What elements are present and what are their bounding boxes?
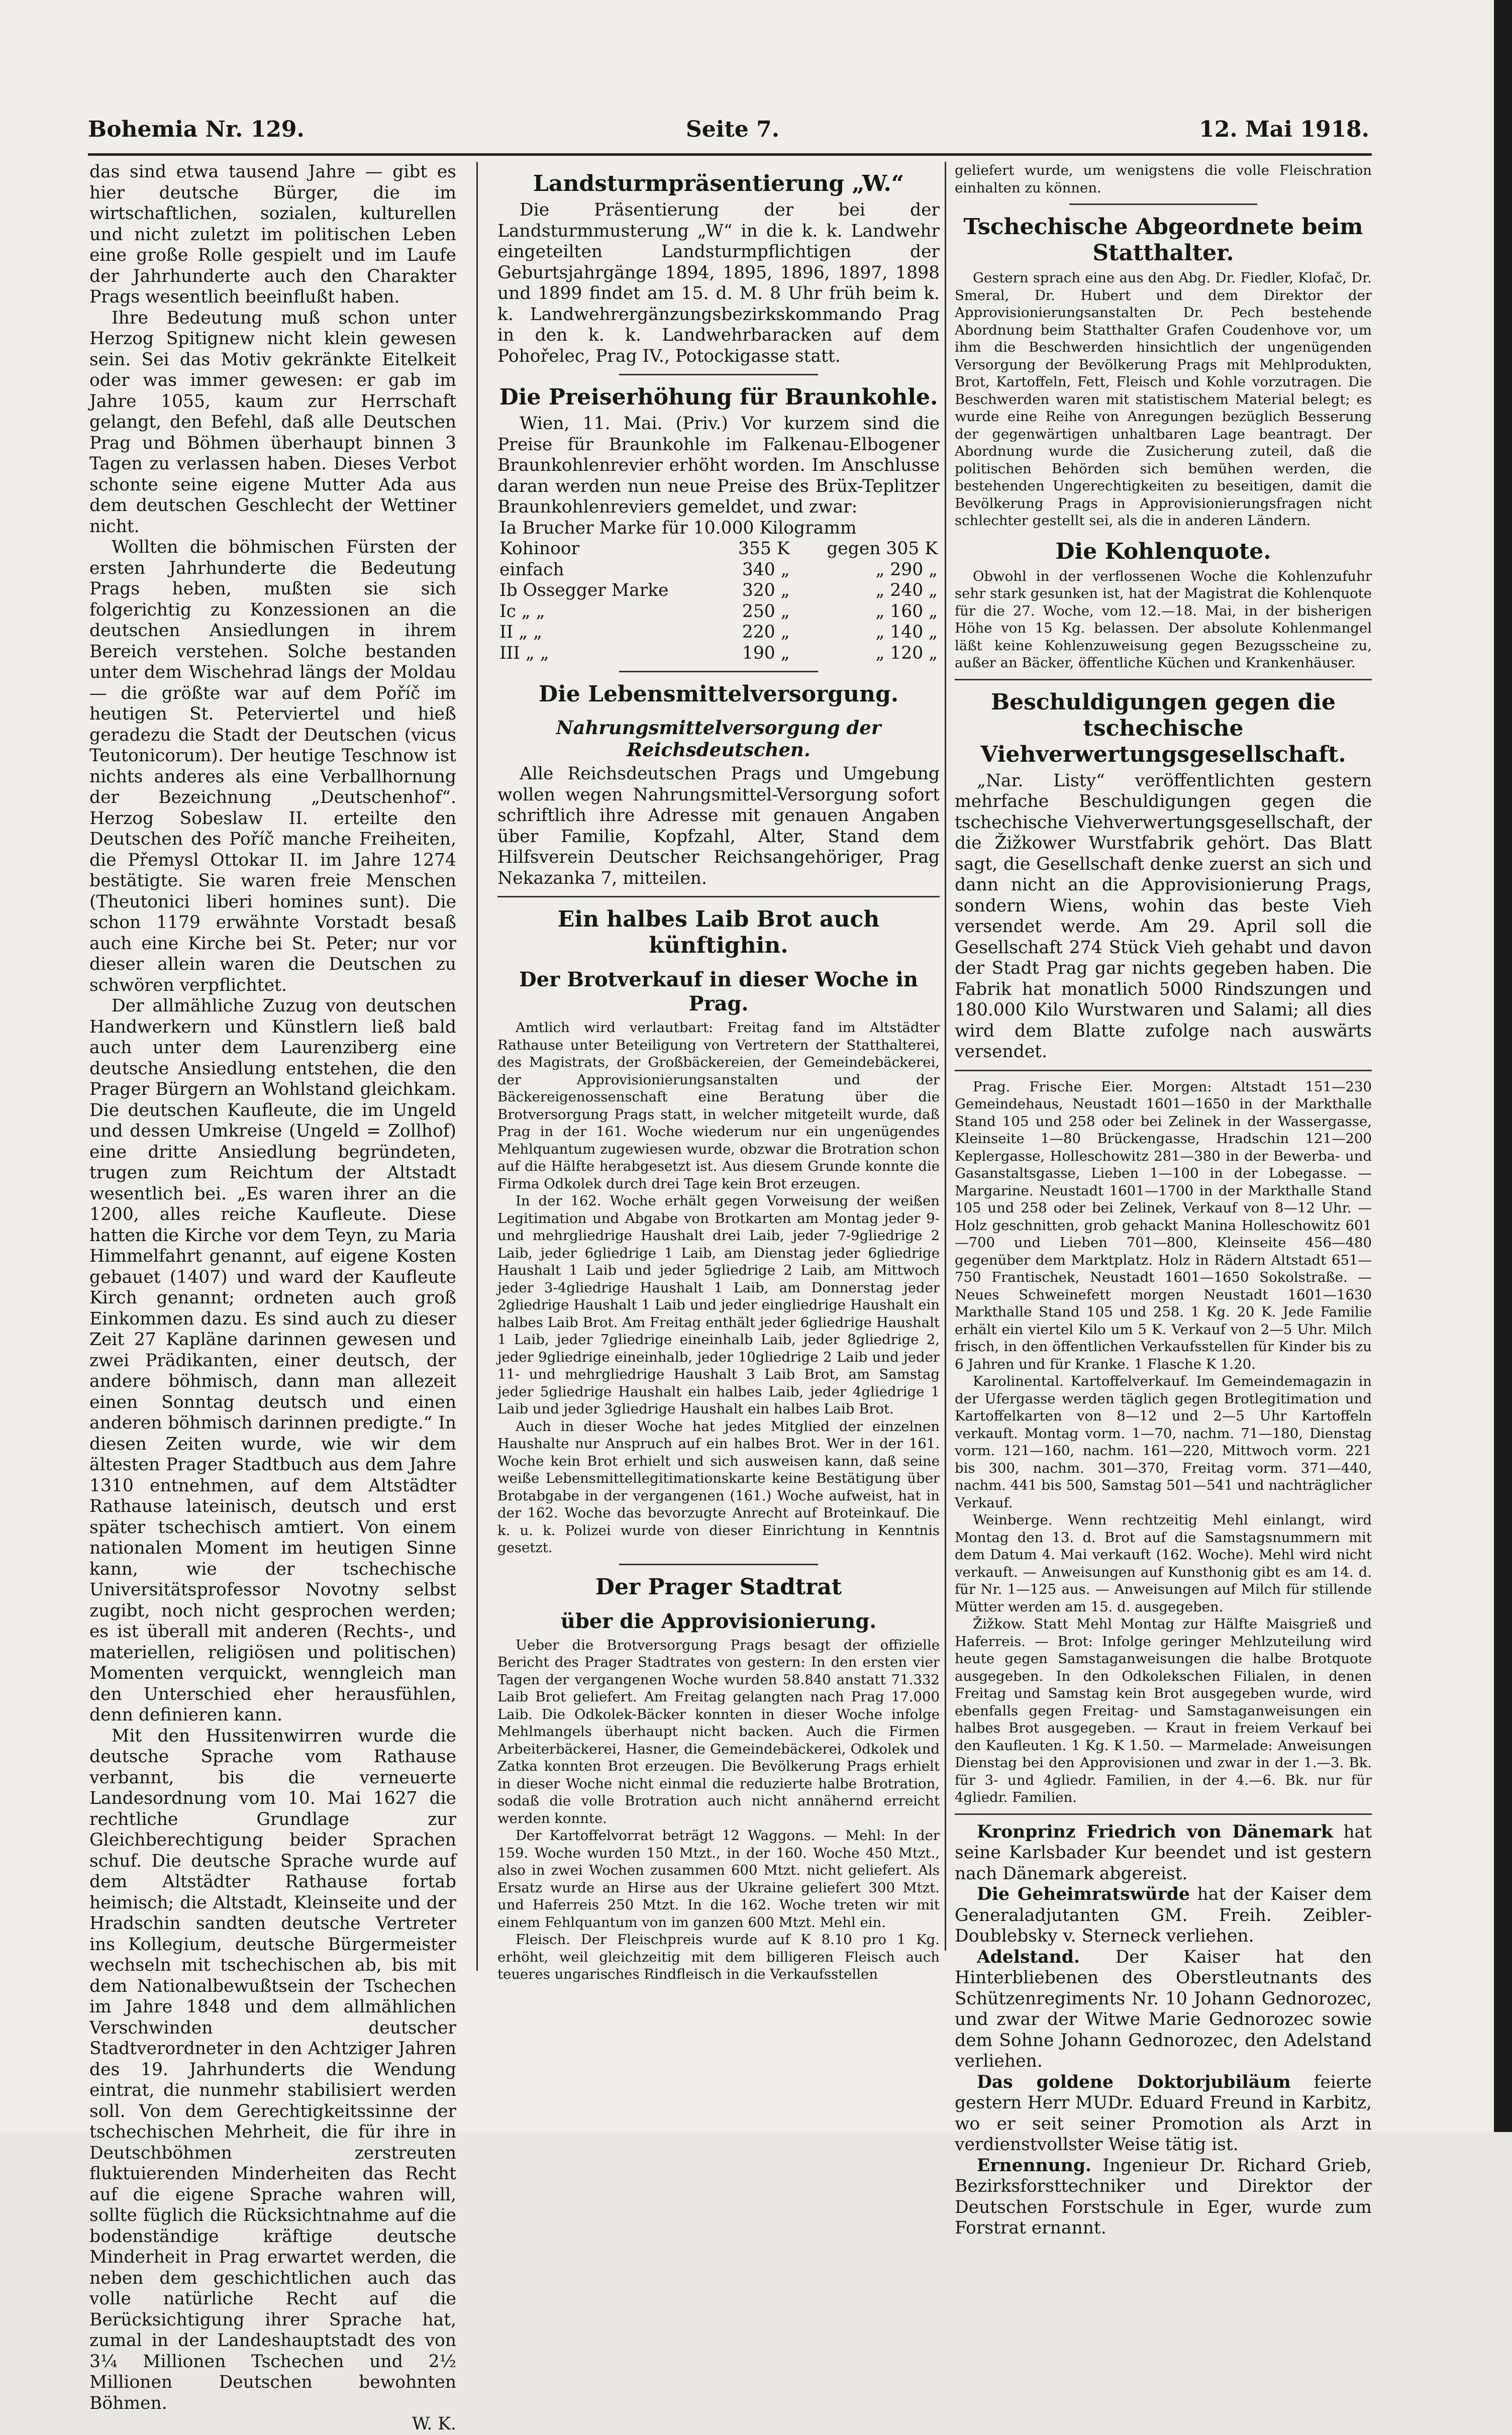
article-headline: Die Kohlenquote. (1055, 538, 1271, 564)
news-item-text: feierte gestern Herr MUDr. Eduard Freund in Karbitz, wo er seit seiner Promotion als Arzt in verdienstvollster Weise tätig ist. (955, 2072, 1372, 2155)
table-cell: 190 „ (742, 643, 790, 663)
page-number: Seite 7. (686, 117, 780, 142)
table-cell: „ 290 „ (875, 559, 938, 580)
table-cell: „ 140 „ (875, 622, 938, 642)
column-3 (955, 162, 1372, 2238)
column-1 (89, 162, 456, 2434)
table-cell: 250 „ (742, 601, 790, 622)
news-item-lead: Kronprinz Friedrich von Dänemark (977, 1821, 1333, 1842)
table-row (497, 518, 940, 539)
table-cell: 355 K (738, 539, 790, 559)
article-body (497, 1637, 940, 1983)
article-headline: Ein halbes Laib Brot auch künftighin. (557, 906, 880, 958)
divider (619, 1564, 818, 1565)
article-subheadline: Der Brotverkauf in dieser Woche in Prag. (519, 968, 918, 1016)
divider (619, 374, 818, 375)
article-headline: Beschuldigungen gegen die tschechische Viehverwertungsgesellschaft. (980, 689, 1346, 767)
news-item-text: hat der Kaiser dem Generaladjutanten GM. Freih. Zeibler-Doublebsky v. Sterneck verliehen. (955, 1884, 1372, 1946)
table-row (497, 539, 940, 560)
news-item (955, 1947, 1372, 2072)
coal-price-table (497, 518, 940, 664)
news-item (955, 2072, 1372, 2156)
article-body (955, 162, 1372, 196)
column-divider (945, 162, 946, 1951)
column-2 (497, 162, 940, 2031)
divider (955, 679, 1372, 680)
column-divider (476, 162, 478, 1971)
paragraph: Gestern sprach eine aus den Abg. Dr. Fiedler, Klofač, Dr. Smeral, Dr. Hubert und dem Direktor der Approvisionierungsanstalten Dr. Pech bestehende Abordnung beim Statthalter Grafen Coudenhove vor, um ihm die Beschwerden hinsichtlich der ungenügenden Versorgung der Bevölkerung Prags mit Mehlprodukten, Brot, Kartoffeln, Fett, Fleisch und Kohle vorzutragen. Die Beschwerden waren mit statistischem Material belegt; es wurde eine Reihe von Anregungen bezüglich Besserung der gegenwärtigen unhaltbaren Lage beantragt. Der Abordnung wurde die Zusicherung zuteil, daß die politischen Behörden sich bemühen werden, die bestehenden Ungerechtigkeiten zu beseitigen, damit die Bevölkerung Prags in Approvisionierungsfragen nicht schlechter gestellt sei, als die in anderen Ländern. (955, 270, 1372, 529)
news-item (955, 1822, 1372, 1885)
paragraph: Fleisch. Der Fleischpreis wurde auf K 8.10 pro 1 Kg. erhöht, weil gleichzeitig mit dem billigeren Fleisch auch teueres ungarisches Rindfleisch in die Verkaufsstellen (497, 1932, 940, 1982)
paragraph: Der Kartoffelvorrat beträgt 12 Waggons. — Mehl: In der 159. Woche wurden 150 Mtzt., in der 160. Woche 450 Mtzt., also in zwei Wochen zusammen 600 Mtzt. nicht geliefert. Als Ersatz wurde an Hirse aus der Ukraine geliefert 300 Mtzt. und Haferreis 250 Mtzt. In die 162. Woche treten wir mit einem Fehlquantum von im ganzen 600 Mtzt. Mehl ein. (497, 1828, 940, 1931)
paragraph: geliefert wurde, um wenigstens die volle Fleischration einhalten zu können. (955, 162, 1372, 196)
article-subheadline: Nahrungsmittelversorgung der Reichsdeutschen. (556, 717, 881, 761)
paragraph: Wollten die böhmischen Fürsten der ersten Jahrhunderte die Bedeutung Prags heben, mußten sie sich folgerichtig zu Konzessionen an die deutschen Ansiedlungen in ihrem Bereich verstehen. Solche bestanden unter dem Wischehrad längs der Moldau — die größte war auf dem Poříč im heutigen St. Peterviertel und hieß geradezu die Stadt der Deutschen (vicus Teutonicorum). Der heutige Teschnow ist nichts anderes als eine Verballhornung der Bezeichnung „Deutschenhof“. Herzog Sobeslaw II. erteilte den Deutschen des Poříč manche Freiheiten, die Přemysl Ottokar II. im Jahre 1274 bestätigte. Sie waren freie Menschen (Theutonici liberi homines sunt). Die schon 1179 erwähnte Vorstadt besaß auch eine Kirche bei St. Peter; nur vor dieser allein waren die Deutschen zu schwören verpflichtet. (89, 537, 456, 995)
article-headline: Der Prager Stadtrat (595, 1574, 842, 1600)
table-cell: Kohinoor (499, 539, 580, 559)
article-headline: Landsturmpräsentierung „W.“ (533, 171, 904, 196)
news-item-text: Der Kaiser hat den Hinterbliebenen des Oberstleutnants des Schützenregiments Nr. 10 Johann Gednorozec, und zwar der Witwe Marie Gednorozec sowie dem Sohne Johann Gednorozec, den Adelstand verliehen. (955, 1947, 1372, 2071)
table-cell: III „ „ (499, 643, 549, 663)
news-item-lead: Die Geheimratswürde (977, 1884, 1190, 1904)
paragraph: Mit den Hussitenwirren wurde die deutsche Sprache vom Rathause verbannt, bis die verneuerte Landesordnung vom 10. Mai 1627 die rechtliche Grundlage zur Gleichberechtigung beider Sprachen schuf. Die deutsche Sprache wurde auf dem Altstädter Rathause fortab heimisch; die Altstadt, Kleinseite und der Hradschin sandten deutsche Vertreter ins Kollegium, deutsche Bürgermeister wechseln mit tschechischen ab, bis mit dem Nationalbewußtsein der Tschechen im Jahre 1848 und dem allmählichen Verschwinden deutscher Stadtverordneter in den Achtziger Jahren des 19. Jahrhunderts die Wendung eintrat, die nunmehr stabilisiert werden soll. Von dem Gerechtigkeitssinne der tschechischen Mehrheit, die für ihre in Deutschböhmen zerstreuten fluktuierenden Minderheiten das Recht auf die eigene Sprache wahren will, sollte füglich die Rücksichtnahme auf die bodenständige kräftige deutsche Minderheit in Prag erwartet werden, die neben dem geschichtlichen auch das volle natürliche Recht auf die Berücksichtigung ihrer Sprache hat, zumal in der Landeshauptstadt des von 3¼ Millionen Tschechen und 2½ Millionen Deutschen bewohnten Böhmen. (89, 1726, 456, 2413)
paragraph: Obwohl in der verflossenen Woche die Kohlenzufuhr sehr stark gesunken ist, hat der Magistrat die Kohlenquote für die 27. Woche, vom 12.—18. Mai, in der bisherigen Höhe von 15 Kg. belassen. Der absolute Kohlenmangel läßt keine Kohlenzuweisung gegen Bezugsscheine zu, außer an Bäcker, öffentliche Küchen und Krankenhäuser. (955, 568, 1372, 671)
table-cell: „ 120 „ (875, 643, 938, 663)
table-cell: Ia Brucher Marke für 10.000 Kilogramm (499, 518, 857, 538)
paragraph: Amtlich wird verlautbart: Freitag fand im Altstädter Rathause unter Beteiligung von Vertretern der Statthalterei, des Magistrats, der Großbäckereien, der Gemeindebäckerei, der Approvisionierungsanstalten und der Bäckereigenossenschaft eine Beratung über die Brotversorgung Prags statt, in welcher mitgeteilt wurde, daß Prag in der 161. Woche wiederum nur ein ungenügendes Mehlquantum zugewiesen wurde, obzwar die Brotration schon auf die Hälfte herabgesetzt ist. Aus diesem Grunde konnte die Firma Odkolek durch drei Tage kein Brot erzeugen. (497, 1020, 940, 1192)
divider (955, 1070, 1372, 1071)
table-row (497, 643, 940, 664)
issue-date: 12. Mai 1918. (1199, 117, 1369, 142)
scan-edge (1494, 0, 1512, 2132)
news-item-lead: Das goldene Doktorjubiläum (977, 2072, 1291, 2092)
table-cell: 320 „ (742, 580, 790, 600)
news-item-text: hat seine Karlsbader Kur beendet und ist gestern nach Dänemark abgereist. (955, 1821, 1372, 1884)
author-signature: W. K. (412, 2414, 456, 2434)
paragraph: Wien, 11. Mai. (Priv.) Vor kurzem sind die Preise für Braunkohle im Falkenau-Elbogener Braunkohlenrevier erhöht worden. Im Anschlusse daran werden nun neue Preise des Brüx-Teplitzer Braunkohlenreviers gemeldet, und zwar: (497, 414, 940, 517)
table-cell: II „ „ (499, 622, 542, 642)
divider (497, 896, 940, 897)
paragraph: Die Präsentierung der bei der Landsturmmusterung „W“ in die k. k. Landwehr eingeteilten Landsturmpflichtigen der Geburtsjahrgänge 1894, 1895, 1896, 1897, 1898 und 1899 findet am 15. d. M. 8 Uhr früh beim k. k. Landwehrergänzungsbezirkskommando Prag in den k. k. Landwehrbaracken auf dem Pohořelec, Prag IV., Potockigasse statt. (497, 200, 940, 366)
paragraph: „Nar. Listy“ veröffentlichten gestern mehrfache Beschuldigungen gegen die tschechische Viehverwertungsgesellschaft, der die Žižkower Wurstfabrik gehört. Das Blatt sagt, die Gesellschaft denke zuerst an sich und dann nicht an die Approvisionierung Prags, sondern Wiens, wohin das beste Vieh versendet werde. Am 29. April soll die Gesellschaft 274 Stück Vieh gehabt und davon der Stadt Prag gar nichts gegeben haben. Die Fabrik hat monatlich 5000 Rindszungen und 180.000 Kilo Wurstwaren und Salami; all dies wird dem Blatte zufolge nach auswärts versendet. (955, 770, 1372, 1062)
table-cell: „ 240 „ (875, 580, 938, 600)
paragraph: Der allmähliche Zuzug von deutschen Handwerkern und Künstlern ließ bald auch unter dem Laurenziberg eine deutsche Ansiedlung entstehen, die den Prager Bürgern an Wohlstand gleichkam. Die deutschen Kaufleute, die im Ungeld und dessen Umkreise (Ungeld = Zollhof) eine dritte Ansiedlung begründeten, trugen zum Reichtum der Altstadt wesentlich bei. „Es waren ihrer an die 1200, alles reiche Kaufleute. Diese hatten die Kirche vor dem Teyn, zu Maria Himmelfahrt genannt, auf eigene Kosten gebauet (1407) und ward der Kaufleute Kirch genannt; ordneten auch groß Einkommen dazu. Es sind auch zu dieser Zeit 27 Kapläne darinnen gewesen und zwei Prädikanten, einer deutsch, der andere böhmisch, dann man allezeit einen Sonntag deutsch und einen anderen böhmisch darinnen predigte.“ In diesen Zeiten wurde, wie wir dem ältesten Prager Stadtbuch aus dem Jahre 1310 entnehmen, auf dem Altstädter Rathause lateinisch, deutsch und erst später tschechisch amtiert. Von einem nationalen Moment im heutigen Sinne kann, wie der tschechische Universitätsprofessor Novotny selbst zugibt, noch nicht gesprochen werden; es ist überall mit anderen (Rechts-, und materiellen, religiösen und politischen) Momenten verquickt, wenngleich man den Unterschied eher herausfühlen, denn definieren kann. (89, 996, 456, 1725)
paragraph: das sind etwa tausend Jahre — gibt es hier deutsche Bürger, die im wirtschaftlichen, sozialen, kulturellen und nicht zuletzt im politischen Leben eine große Rolle gespielt und im Laufe der Jahrhunderte auch den Charakter Prags wesentlich beeinflußt haben. (89, 162, 456, 307)
paragraph: In der 162. Woche erhält gegen Vorweisung der weißen Legitimation und Abgabe von Brotkarten am Montag jeder 9- und mehrgliedrige Haushalt drei Laib, jeder 7-9gliedrige 2 Laib, jeder 6gliedrige 1 Laib, am Dienstag jeder 6gliedrige Haushalt 1 Laib und jeder 5gliedrige 2 Laib, am Mittwoch jeder 3-4gliedrige Haushalt 1 Laib, am Donnerstag jeder 2gliedrige Haushalt 1 Laib und jeder eingliedrige Haushalt ein halbes Laib Brot. Am Freitag enthält jeder 6gliedrige Haushalt 1 Laib, jeder 7gliedrige eineinhalb Laib, jeder 8gliedrige 2, jeder 9gliedrige eineinhalb, jeder 10gliedrige 2 Laib und jeder 11- und mehrgliedrige Haushalt 3 Laib Brot, am Samstag jeder 5gliedrige Haushalt ein halbes Laib, jeder 4gliedrige 1 Laib und jeder 3gliedrige Haushalt ein halbes Laib Brot. (497, 1193, 940, 1417)
paragraph: Ueber die Brotversorgung Prags besagt der offizielle Bericht des Prager Stadtrates von gestern: In den ersten vier Tagen der vergangenen Woche wurden 58.840 anstatt 71.332 Laib Brot geliefert. Am Freitag gelangten nach Prag 17.000 Laib. Die Odkolek-Bäcker konnten in dieser Woche infolge Mehlmangels überhaupt nicht backen. Auch die Firmen Arbeiterbäckerei, Hasner, die Gemeindebäckerei, Odkolek und Zatka konnten Brot erzeugen. Die Bevölkerung Prags erhielt in dieser Woche nicht einmal die reduzierte halbe Brotration, sodaß die volle Brotration auch nicht annähernd erreicht werden konnte. (497, 1637, 940, 1827)
table-cell: Ic „ „ (499, 601, 545, 622)
table-cell: 340 „ (742, 559, 790, 580)
news-item-lead: Ernennung. (977, 2155, 1091, 2176)
news-item (955, 1884, 1372, 1947)
paragraph: Alle Reichsdeutschen Prags und Umgebung wollen wegen Nahrungsmittel-Versorgung sofort schriftlich ihre Adresse mit genauen Angaben über Familie, Kopfzahl, Alter, Stand dem Hilfsverein Deutscher Reichsangehöriger, Prag Nekazanka 7, mitteilen. (497, 764, 940, 888)
paragraph: Auch in dieser Woche hat jedes Mitglied der einzelnen Haushalte nur Anspruch auf ein halbes Brot. Wer in der 161. Woche kein Brot erhielt und sich ausweisen kann, daß seine weiße Lebensmittellegitimationskarte keine Bestätigung über Brotabgabe in der vergangenen (161.) Woche aufweist, hat in der 162. Woche das bevorzugte Anrecht auf Broteinkauf. Die k. u. k. Polizei wurde von dieser Einrichtung in Kenntnis gesetzt. (497, 1418, 940, 1556)
table-cell: „ 160 „ (875, 601, 938, 622)
table-cell: einfach (499, 559, 564, 580)
paragraph: Ihre Bedeutung muß schon unter Herzog Spitignew nicht klein gewesen sein. Sei das Motiv gekränkte Eitelkeit oder was immer gewesen: er gab im Jahre 1055, kaum zur Herrschaft gelangt, den Befehl, daß alle Deutschen Prag und Böhmen überhaupt binnen 3 Tagen zu verlassen haben. Dieses Verbot schonte seine eigene Mutter Ada aus dem deutschen Geschlecht der Wettiner nicht. (89, 308, 456, 537)
divider (619, 671, 818, 672)
news-item-lead: Adelstand. (977, 1947, 1080, 1967)
masthead: Bohemia Nr. 129. (88, 117, 305, 142)
article-headline: Die Preiserhöhung für Braunkohle. (499, 384, 938, 410)
table-row (497, 560, 940, 581)
article-body (955, 568, 1372, 672)
article-subheadline: über die Approvisionierung. (560, 1609, 877, 1633)
paragraph: Žižkow. Statt Mehl Montag zur Hälfte Maisgrieß und Haferreis. — Brot: Infolge geringer Mehlzuteilung wird heute gegen Samstaganweisungen die halbe Brotquote ausgegeben. In den Odkolekschen Filialen, in denen Freitag und Samstag kein Brot ausgegeben wurde, wird ebenfalls gegen Freitag- und Samstaganweisungen ein halbes Brot ausgegeben. — Kraut in freiem Verkauf bei den Kaufleuten. 1 Kg. K 1.50. — Marmelade: Anweisungen Dienstag bei den Approvisionen und zwar in der 1.—3. Bk. für 3- und 4gliedr. Familien, in der 4.—6. Bk. nur für 4gliedr. Familien. (955, 1616, 1372, 1805)
table-row (497, 622, 940, 643)
divider (1069, 204, 1257, 205)
article-body (497, 1019, 940, 1557)
article-headline: Tschechische Abgeordnete beim Statthalter. (963, 214, 1363, 266)
table-row (497, 601, 940, 623)
paragraph: Weinberge. Wenn rechtzeitig Mehl einlangt, wird Montag den 13. d. Brot auf die Samstagsnummern mit dem Datum 4. Mai verkauft (162. Woche). Mehl wird nicht verkauft. — Anweisungen auf Kunsthonig gibt es am 14. d. für Nr. 1—125 aus. — Anweisungen auf Milch für stillende Mütter werden am 15. d. ausgegeben. (955, 1512, 1372, 1615)
table-cell: 220 „ (742, 622, 790, 642)
local-supply-notices (955, 1078, 1372, 1806)
article-headline: Die Lebensmittelversorgung. (538, 681, 899, 707)
header-rule (88, 153, 1372, 156)
news-item-text: Ingenieur Dr. Richard Grieb, Bezirksforsttechniker und Direktor der Deutschen Forstschule in Eger, wurde zum Forstrat ernannt. (955, 2155, 1372, 2238)
news-item (955, 2156, 1372, 2239)
table-row (497, 580, 940, 601)
paragraph: Prag. Frische Eier. Morgen: Altstadt 151—230 Gemeindehaus, Neustadt 1601—1650 in der Markthalle Stand 105 und 258 oder bei Zelinek in der Wassergasse, Kleinseite 1—80 Brückengasse, Hradschin 121—200 Keplergasse, Holleschowitz 281—380 in der Bewerba- und Gasanstaltsgasse, Lieben 1—100 in der Lobegasse. — Margarine. Neustadt 1601—1700 in der Markthalle Stand 105 und 258 oder bei Zelinek, Verkauf von 8—12 Uhr. — Holz geschnitten, grob gehackt Manina Holleschowitz 601—700 und Lieben 701—800, Kleinseite 456—480 gegenüber dem Marktplatz. Holz in Rädern Altstadt 651—750 Frantischek, Neustadt 1601—1650 Sokolstraße. — Neues Schweinefett morgen Neustadt 1601—1630 Markthalle Stand 105 und 258. 1 Kg. 20 K. Jede Familie erhält ein viertel Kilo um 5 K. Verkauf von 2—5 Uhr. Milch frisch, in den öffentlichen Verkaufsstellen für Kinder bis zu 6 Jahren und für Kranke. 1 Flasche K 1.20. (955, 1078, 1372, 1372)
divider (955, 1813, 1372, 1815)
table-cell: gegen 305 K (827, 539, 938, 559)
page-header (88, 117, 1369, 147)
paragraph: Karolinental. Kartoffelverkauf. Im Gemeindemagazin in der Ufergasse werden täglich gegen Brotlegitimation und Kartoffelkarten von 8—12 und 2—5 Uhr Kartoffeln verkauft. Montag vorm. 1—70, nachm. 71—180, Dienstag vorm. 121—160, nachm. 161—220, Mittwoch vorm. 221 bis 300, nachm. 301—370, Freitag vorm. 371—440, nachm. 441 bis 500, Samstag 501—541 und nachträglicher Verkauf. (955, 1373, 1372, 1511)
article-body (955, 269, 1372, 530)
table-cell: Ib Ossegger Marke (499, 580, 669, 600)
